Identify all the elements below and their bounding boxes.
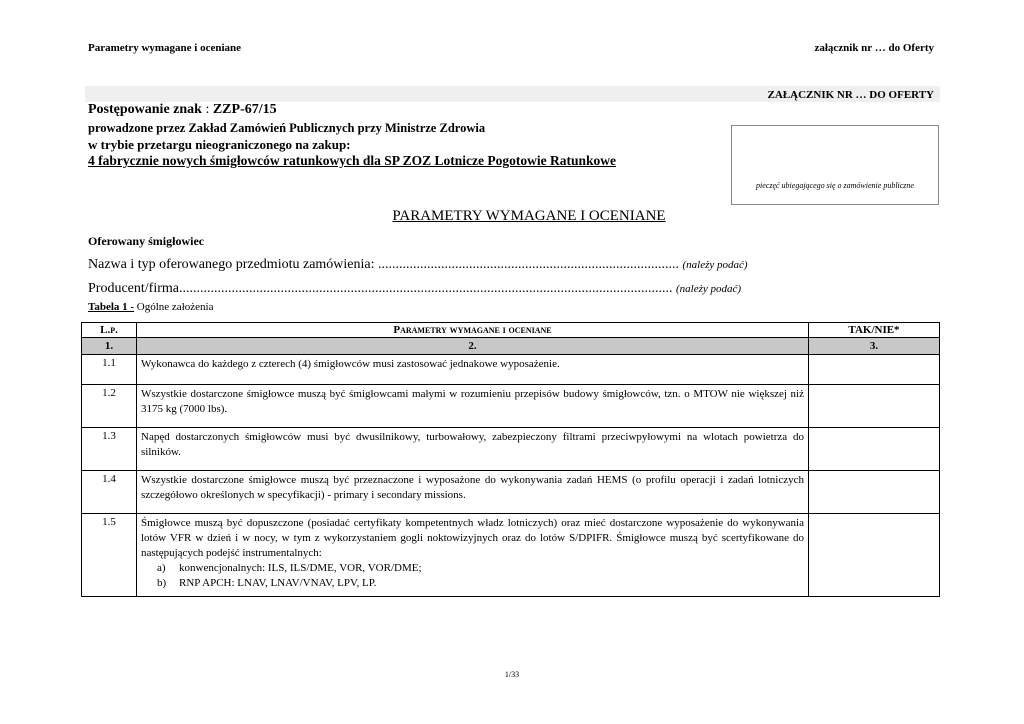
sub-item [141,561,804,576]
row-description: Wszystkie dostarczone śmigłowce muszą być przeznaczone i wyposażone do wykonywania zadań HEMS (o profilu operacji i zadań lotniczych szczegółowo określonych w specyfikacji) - primary i secondary missions. [137,471,809,514]
col-number-1: 1. [82,338,137,355]
sub-item-letter: b) [157,577,167,589]
table-header-row [82,323,940,338]
offered-helicopter-heading: Oferowany śmigłowiec [88,234,205,248]
table-row [82,428,940,471]
running-header-left: Parametry wymagane i oceniane [88,42,242,54]
procedure-subject: 4 fabrycznie nowych śmigłowców ratunkowych dla SP ZOZ Lotnicze Pogotowie Ratunkowe [88,153,616,168]
table-row [82,514,940,597]
procedure-organizer: prowadzone przez Zakład Zamówień Publicznych przy Ministrze Zdrowia [88,121,486,135]
procedure-separator: : [201,102,213,117]
table-row [82,355,940,385]
row-tak-nie-cell[interactable] [809,471,940,514]
header-lp: L.p. [82,323,137,338]
row-tak-nie-cell[interactable] [809,385,940,428]
sub-item-text: konwencjonalnych: ILS, ILS/DME, VOR, VOR/DME; [179,562,422,574]
name-type-label: Nazwa i typ oferowanego przedmiotu zamówienia: ...................................................................................... [88,257,680,272]
page-number: 1/33 [504,670,520,679]
row-description: Wykonawca do każdego z czterech (4) śmigłowców musi zastosować jednakowe wyposażenie. [137,355,809,385]
row-lp: 1.2 [82,385,137,428]
sub-item-text: RNP APCH: LNAV, LNAV/VNAV, LPV, LP. [179,577,377,589]
table-caption-label: Tabela 1 - [88,301,135,313]
col-number-3: 3. [809,338,940,355]
producer-field[interactable] [88,281,741,297]
attachment-label: ZAŁĄCZNIK NR … DO OFERTY [767,89,934,101]
table-caption [88,301,213,313]
procedure-mode: w trybie przetargu nieograniczonego na zakup: [88,137,351,152]
table-caption-text: Ogólne założenia [134,301,214,313]
sub-item-letter: a) [157,562,166,574]
header-tak-nie: TAK/NIE* [809,323,940,338]
row-lp: 1.1 [82,355,137,385]
producer-label: Producent/firma............................................................................................................................................. [88,281,673,296]
name-type-note: (należy podać) [682,259,748,271]
sub-item [141,576,804,591]
row-tak-nie-cell[interactable] [809,355,940,385]
row-tak-nie-cell[interactable] [809,428,940,471]
row-description: Wszystkie dostarczone śmigłowce muszą być śmigłowcami małymi w rozumieniu przepisów budowy śmigłowców, tzn. o MTOW nie większej niż 3175 kg (7000 lbs). [137,385,809,428]
stamp-caption: pieczęć ubiegającego się o zamówienie publiczne [756,181,914,190]
row-description: Śmigłowce muszą być dopuszczone (posiadać certyfikaty kompetentnych władz lotniczych) oraz mieć dostarczone wyposażenie do wykonywania lotów VFR w dzień i w nocy, w tym z wykorzystaniem gogli noktowizyjnych oraz do lotów S/DPIFR. Śmigłowce muszą być scertyfikowane do następujących podejść instrumentalnych: [141,517,804,559]
stamp-box [731,125,939,205]
header-parameters: Parametry wymagane i oceniane [137,323,809,338]
running-header-right: załącznik nr … do Oferty [814,42,934,54]
col-number-2: 2. [137,338,809,355]
row-lp: 1.3 [82,428,137,471]
table-row [82,385,940,428]
table-row [82,471,940,514]
name-type-field[interactable] [88,257,748,273]
row-lp: 1.4 [82,471,137,514]
parameters-table [81,322,940,597]
procedure-number: ZZP-67/15 [212,102,277,117]
row-lp: 1.5 [82,514,137,597]
row-tak-nie-cell[interactable] [809,514,940,597]
page-title: PARAMETRY WYMAGANE I OCENIANE [392,208,666,224]
producer-note: (należy podać) [675,283,742,295]
table-number-row [82,338,940,355]
procedure-sign [88,102,277,118]
row-description: Napęd dostarczonych śmigłowców musi być dwusilnikowy, turbowałowy, zabezpieczony filtrami przeciwpyłowymi na wlotach powietrza do silników. [137,428,809,471]
row-description-cell [137,514,809,597]
procedure-label: Postępowanie znak [88,102,202,117]
